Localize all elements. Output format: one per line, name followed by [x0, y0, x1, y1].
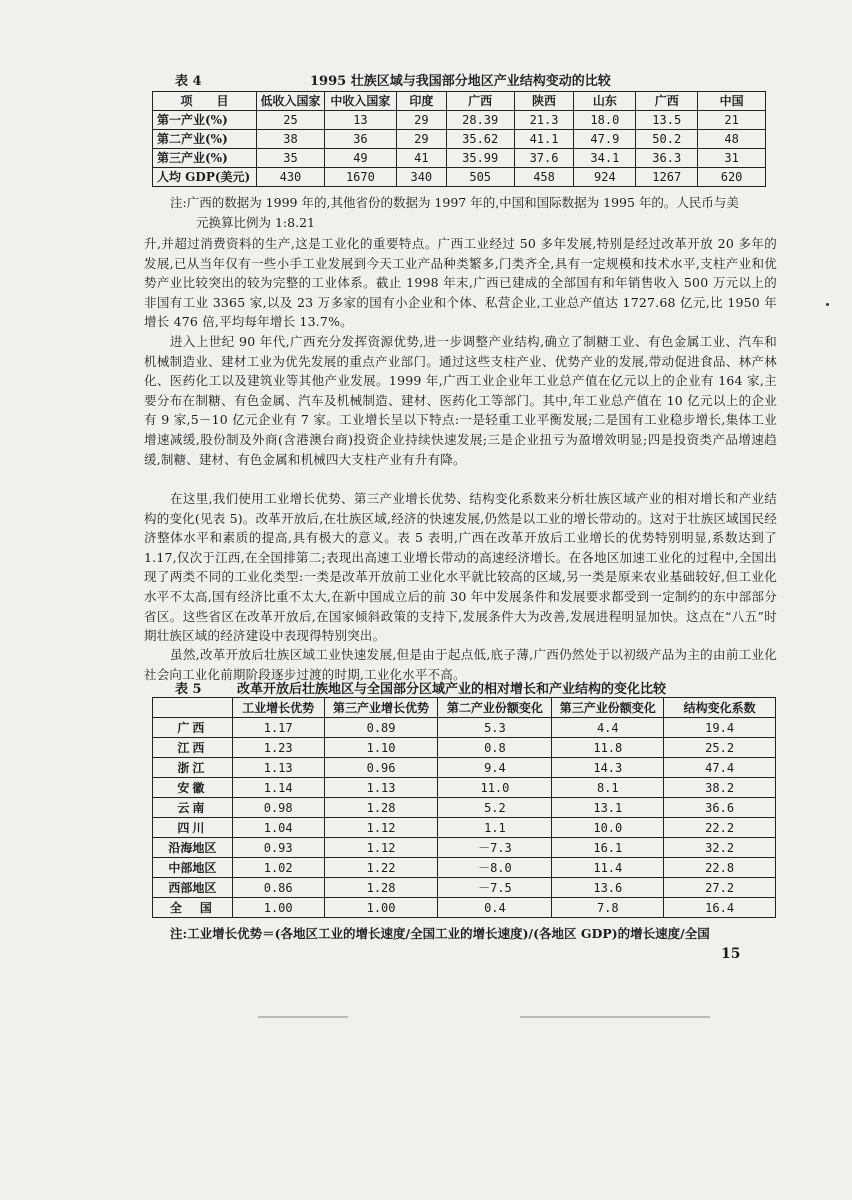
table4-cell: 41 — [396, 149, 446, 168]
table4-cell: 47.9 — [574, 130, 636, 149]
table5-cell: 1.12 — [324, 818, 438, 838]
table4-cell: 13 — [324, 111, 396, 130]
table5-cell: 0.93 — [232, 838, 324, 858]
table-row — [153, 878, 776, 898]
page-number: 15 — [721, 946, 741, 962]
table4-cell: 36.3 — [636, 149, 698, 168]
table5-cell: －7.3 — [438, 838, 552, 858]
table5-cell: 1.00 — [232, 898, 324, 918]
table-row — [153, 168, 766, 187]
table5-cell: 1.28 — [324, 878, 438, 898]
table-row — [153, 818, 776, 838]
table4-cell: 35.62 — [446, 130, 514, 149]
table4-cell: 620 — [698, 168, 766, 187]
table5-cell: 16.1 — [552, 838, 664, 858]
table5-cell: 0.86 — [232, 878, 324, 898]
table4-cell: 37.6 — [514, 149, 574, 168]
table-row — [153, 798, 776, 818]
table4-row-header: 第二产业(%) — [153, 130, 257, 149]
table5-cell: 7.8 — [552, 898, 664, 918]
table-row — [153, 898, 776, 918]
table4-title: 1995 壮族区域与我国部分地区产业结构变动的比较 — [310, 74, 611, 89]
table5-cell: 47.4 — [664, 758, 776, 778]
table4-cell: 505 — [446, 168, 514, 187]
table4-cell: 340 — [396, 168, 446, 187]
table4-cell: 21 — [698, 111, 766, 130]
table5 — [152, 697, 776, 918]
table4-cell: 50.2 — [636, 130, 698, 149]
table5-cell: 0.98 — [232, 798, 324, 818]
table4-cell: 1670 — [324, 168, 396, 187]
table5-cell: 1.28 — [324, 798, 438, 818]
table4-row-header: 第三产业(%) — [153, 149, 257, 168]
table5-cell: 11.0 — [438, 778, 552, 798]
table4-cell: 38 — [256, 130, 324, 149]
table5-header-cell: 第三产业份额变化 — [552, 698, 664, 718]
table5-cell: 25.2 — [664, 738, 776, 758]
table4-header-cell: 山东 — [574, 92, 636, 111]
table4-header-cell: 广西 — [636, 92, 698, 111]
table5-cell: 1.00 — [324, 898, 438, 918]
table5-cell: 1.23 — [232, 738, 324, 758]
table5-cell: 1.17 — [232, 718, 324, 738]
table5-cell: 38.2 — [664, 778, 776, 798]
table5-cell: 1.13 — [324, 778, 438, 798]
table4-header-cell: 印度 — [396, 92, 446, 111]
body-paragraph: 在这里,我们使用工业增长优势、第三产业增长优势、结构变化系数来分析壮族区域产业的相对增长和产业结构的变化(见表 5)。改革开放后,在壮族区域,经济的快速发展,仍然是以工业的增长带动的。这对于壮族区域国民经济整体水平和素质的提高,具有极大的意义。表 5 表明,广西在改革开放后工业增长的优势特别明显,系数达到了 1.17,仅次于江西,在全国排第二;表现出高速工业增长带动的高速经济增长。在各地区加速工业化的过程中,全国出现了两类不同的工业化类型:一类是改革开放前工业化水平就比较高的区域,另一类是原来农业基础较好,但工业化水平不太高,国有经济比重不太大,在新中国成立后的前 30 年中发展条件和发展要求都受到一定制约的东中部部分省区。这些省区在改革开放后,在国家倾斜政策的支持下,发展条件大为改善,发展进程明显加快。这点在“八五”时期壮族区域的经济建设中表现得特别突出。 — [144, 491, 777, 644]
table5-row-header: 安徽 — [153, 778, 233, 798]
table5-cell: 5.3 — [438, 718, 552, 738]
table5-cell: 1.04 — [232, 818, 324, 838]
table4-cell: 31 — [698, 149, 766, 168]
table4-cell: 458 — [514, 168, 574, 187]
table4-cell: 25 — [256, 111, 324, 130]
table5-header-cell: 第三产业增长优势 — [324, 698, 438, 718]
table4-header-cell: 项 目 — [153, 92, 257, 111]
table5-cell: 0.8 — [438, 738, 552, 758]
table5-cell: 1.14 — [232, 778, 324, 798]
table4-cell: 34.1 — [574, 149, 636, 168]
table5-cell: 0.89 — [324, 718, 438, 738]
table4-cell: 13.5 — [636, 111, 698, 130]
table5-cell: 19.4 — [664, 718, 776, 738]
body-paragraph: 升,并超过消费资料的生产,这是工业化的重要特点。广西工业经过 50 多年发展,特别是经过改革开放 20 多年的发展,已从当年仅有一些小手工业发展到今天工业产品种类繁多,门类齐全,具有一定规模和技术水平,支柱产业和优势产业比较突出的较为完整的工业体系。截止 1998 年末,广西已建成的全部国有和年销售收入 500 万元以上的非国有工业 3365 家,以及 23 万多家的国有小企业和个体、私营企业,工业总产值达 1727.68 亿元,比 1950 年增长 476 倍,平均每年增长 13.7%。 — [144, 236, 777, 330]
table4-header-cell: 陕西 — [514, 92, 574, 111]
table4-cell: 49 — [324, 149, 396, 168]
table5-header-cell: 工业增长优势 — [232, 698, 324, 718]
table5-row-header: 西部地区 — [153, 878, 233, 898]
scan-artifact-line — [520, 1016, 710, 1018]
table5-header-cell — [153, 698, 233, 718]
table4-cell: 35.99 — [446, 149, 514, 168]
table5-cell: 11.8 — [552, 738, 664, 758]
table5-cell: 22.2 — [664, 818, 776, 838]
table4-cell: 924 — [574, 168, 636, 187]
table5-cell: 36.6 — [664, 798, 776, 818]
table5-row-header: 中部地区 — [153, 858, 233, 878]
table4-row-header: 人均 GDP(美元) — [153, 168, 257, 187]
table5-row-header: 浙江 — [153, 758, 233, 778]
table5-header-cell: 第二产业份额变化 — [438, 698, 552, 718]
table5-cell: 13.1 — [552, 798, 664, 818]
table5-cell: 27.2 — [664, 878, 776, 898]
table5-cell: 32.2 — [664, 838, 776, 858]
table5-cell: 5.2 — [438, 798, 552, 818]
table4-header-row — [153, 92, 766, 111]
table4-cell: 35 — [256, 149, 324, 168]
body-paragraph: 虽然,改革开放后壮族区域工业快速发展,但是由于起点低,底子薄,广西仍然处于以初级产品为主的由前工业化社会向工业化前期阶段逐步过渡的时期,工业化水平不高。 — [144, 647, 777, 682]
table4-cell: 430 — [256, 168, 324, 187]
table-row — [153, 149, 766, 168]
scan-artifact-dot — [826, 303, 829, 306]
table4-cell: 21.3 — [514, 111, 574, 130]
table-row — [153, 758, 776, 778]
table5-label: 表 5 — [175, 682, 202, 697]
table-row — [153, 718, 776, 738]
table4-row-header: 第一产业(%) — [153, 111, 257, 130]
table5-cell: 8.1 — [552, 778, 664, 798]
table5-cell: 0.4 — [438, 898, 552, 918]
body-paragraph: 进入上世纪 90 年代,广西充分发挥资源优势,进一步调整产业结构,确立了制糖工业、有色金属工业、汽车和机械制造业、建材工业为优先发展的重点产业部门。通过这些支柱产业、优势产业的发展,带动促进食品、林产林化、医药化工以及建筑业等其他产业发展。1999 年,广西工业企业年工业总产值在亿元以上的企业有 164 家,主要分布在制糖、有色金属、汽车及机械制造、建材、医药化工等部门。其中,年工业总产值在 10 亿元以上的企业有 9 家,5－10 亿元企业有 7 家。工业增长呈以下特点:一是轻重工业平衡发展;二是国有工业稳步增长,集体工业增速减缓,股份制及外商(含港澳台商)投资企业持续快速发展;三是企业扭亏为盈增效明显;四是投资类产品增速趋缓,制糖、建材、有色金属和机械四大支柱产业有升有降。 — [144, 334, 777, 467]
table4-cell: 29 — [396, 130, 446, 149]
table5-cell: 1.02 — [232, 858, 324, 878]
table4-header-cell: 广西 — [446, 92, 514, 111]
table4-note-line2: 元换算比例为 1:8.21 — [196, 215, 315, 230]
table5-title: 改革开放后壮族地区与全国部分区域产业的相对增长和产业结构的变化比较 — [237, 682, 667, 697]
table4-cell: 1267 — [636, 168, 698, 187]
table-row — [153, 778, 776, 798]
table5-cell: 0.96 — [324, 758, 438, 778]
table5-note: 注:工业增长优势＝(各地区工业的增长速度/全国工业的增长速度)/(各地区 GDP)的增长速度/全国 — [170, 926, 710, 941]
table5-cell: 1.1 — [438, 818, 552, 838]
table5-cell: －7.5 — [438, 878, 552, 898]
table4-header-cell: 中收入国家 — [324, 92, 396, 111]
table4-cell: 29 — [396, 111, 446, 130]
table4-cell: 41.1 — [514, 130, 574, 149]
table5-cell: 10.0 — [552, 818, 664, 838]
table5-cell: 14.3 — [552, 758, 664, 778]
scan-artifact-line — [258, 1016, 348, 1018]
table-row — [153, 838, 776, 858]
table-row — [153, 858, 776, 878]
table-row — [153, 111, 766, 130]
table5-cell: 11.4 — [552, 858, 664, 878]
table5-row-header: 广西 — [153, 718, 233, 738]
table5-row-header: 四川 — [153, 818, 233, 838]
table5-row-header: 云南 — [153, 798, 233, 818]
table4-label: 表 4 — [175, 74, 202, 89]
table5-cell: 22.8 — [664, 858, 776, 878]
table4-note-line1: 注:广西的数据为 1999 年的,其他省份的数据为 1997 年的,中国和国际数据为 1995 年的。人民币与美 — [170, 195, 739, 210]
table4 — [152, 91, 766, 187]
table5-cell: 4.4 — [552, 718, 664, 738]
table5-cell: 13.6 — [552, 878, 664, 898]
table4-cell: 36 — [324, 130, 396, 149]
table4-header-cell: 中国 — [698, 92, 766, 111]
table5-cell: 1.13 — [232, 758, 324, 778]
table4-cell: 48 — [698, 130, 766, 149]
table5-header-cell: 结构变化系数 — [664, 698, 776, 718]
table5-cell: 1.10 — [324, 738, 438, 758]
table4-header-cell: 低收入国家 — [256, 92, 324, 111]
table5-cell: －8.0 — [438, 858, 552, 878]
table5-cell: 9.4 — [438, 758, 552, 778]
table4-cell: 28.39 — [446, 111, 514, 130]
table-row — [153, 130, 766, 149]
table5-row-header: 江西 — [153, 738, 233, 758]
table-row — [153, 738, 776, 758]
table5-header-row — [153, 698, 776, 718]
table5-cell: 1.12 — [324, 838, 438, 858]
table5-row-header: 全 国 — [153, 898, 233, 918]
table5-cell: 1.22 — [324, 858, 438, 878]
table5-cell: 16.4 — [664, 898, 776, 918]
table4-cell: 18.0 — [574, 111, 636, 130]
table5-row-header: 沿海地区 — [153, 838, 233, 858]
